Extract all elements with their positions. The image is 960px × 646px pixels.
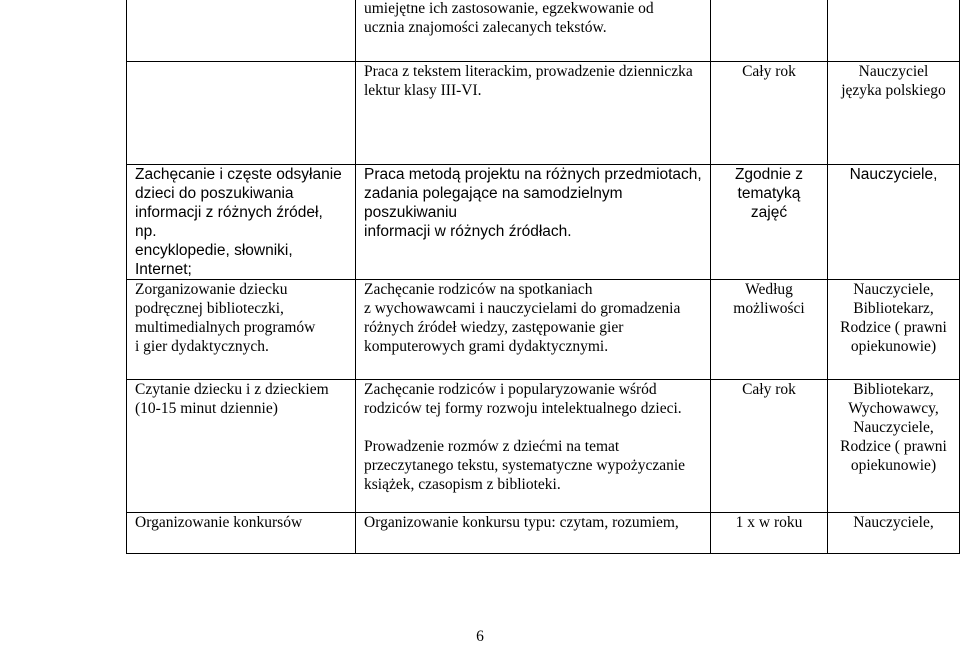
responsible-cell: [828, 0, 960, 62]
responsible-cell: Bibliotekarz, Wychowawcy, Nauczyciele, Rodzice ( prawni opiekunowie): [828, 380, 960, 513]
table-row: [127, 380, 960, 513]
table-row: [127, 62, 960, 165]
responsible-cell: Nauczyciele, Bibliotekarz, Rodzice ( prawni opiekunowie): [828, 280, 960, 380]
timing-cell: Według możliwości: [711, 280, 828, 380]
timing-cell: Cały rok: [711, 62, 828, 165]
timing-cell: Zgodnie z tematyką zajęć: [711, 165, 828, 280]
timing-cell: 1 x w roku: [711, 513, 828, 554]
timing-cell: Cały rok: [711, 380, 828, 513]
goal-cell: Organizowanie konkursów: [127, 513, 356, 554]
timing-cell: [711, 0, 828, 62]
program-table: [126, 0, 960, 554]
activity-paragraph: Prowadzenie rozmów z dziećmi na temat przeczytanego tekstu, systematyczne wypożyczanie książek, czasopism z biblioteki.: [364, 438, 686, 493]
table-row: [127, 165, 960, 280]
table-row: [127, 280, 960, 380]
activity-cell: Praca z tekstem literackim, prowadzenie dzienniczka lektur klasy III-VI.: [356, 62, 711, 165]
goal-cell: Zachęcanie i częste odsyłanie dzieci do poszukiwania informacji z różnych źródeł, np. encyklopedie, słowniki, Internet;: [127, 165, 356, 280]
responsible-cell: Nauczyciele,: [828, 165, 960, 280]
activity-cell: Organizowanie konkursu typu: czytam, rozumiem,: [356, 513, 711, 554]
activity-cell: Zachęcanie rodziców na spotkaniach z wychowawcami i nauczycielami do gromadzenia różnych źródeł wiedzy, zastępowanie gier komputerowych grami dydaktycznymi.: [356, 280, 711, 380]
page-number: 6: [476, 628, 484, 645]
goal-cell: Czytanie dziecku i z dzieckiem (10-15 minut dziennie): [127, 380, 356, 513]
activity-cell: Praca metodą projektu na różnych przedmiotach, zadania polegające na samodzielnym poszukiwaniu informacji w różnych źródłach.: [356, 165, 711, 280]
goal-cell: Zorganizowanie dziecku podręcznej biblioteczki, multimedialnych programów i gier dydaktycznych.: [127, 280, 356, 380]
table-row: [127, 0, 960, 62]
activity-cell: Zachęcanie rodziców i popularyzowanie wśród rodziców tej formy rozwoju intelektualnego dzieci. Prowadzenie rozmów z dziećmi na temat przeczytanego tekstu, systematyczne wypożyczanie książek, czasopism z biblioteki.: [356, 380, 711, 513]
responsible-cell: Nauczyciele,: [828, 513, 960, 554]
goal-cell: [127, 62, 356, 165]
responsible-cell: Nauczyciel języka polskiego: [828, 62, 960, 165]
activity-cell: umiejętne ich zastosowanie, egzekwowanie od ucznia znajomości zalecanych tekstów.: [356, 0, 711, 62]
goal-cell: [127, 0, 356, 62]
table-row: [127, 513, 960, 554]
